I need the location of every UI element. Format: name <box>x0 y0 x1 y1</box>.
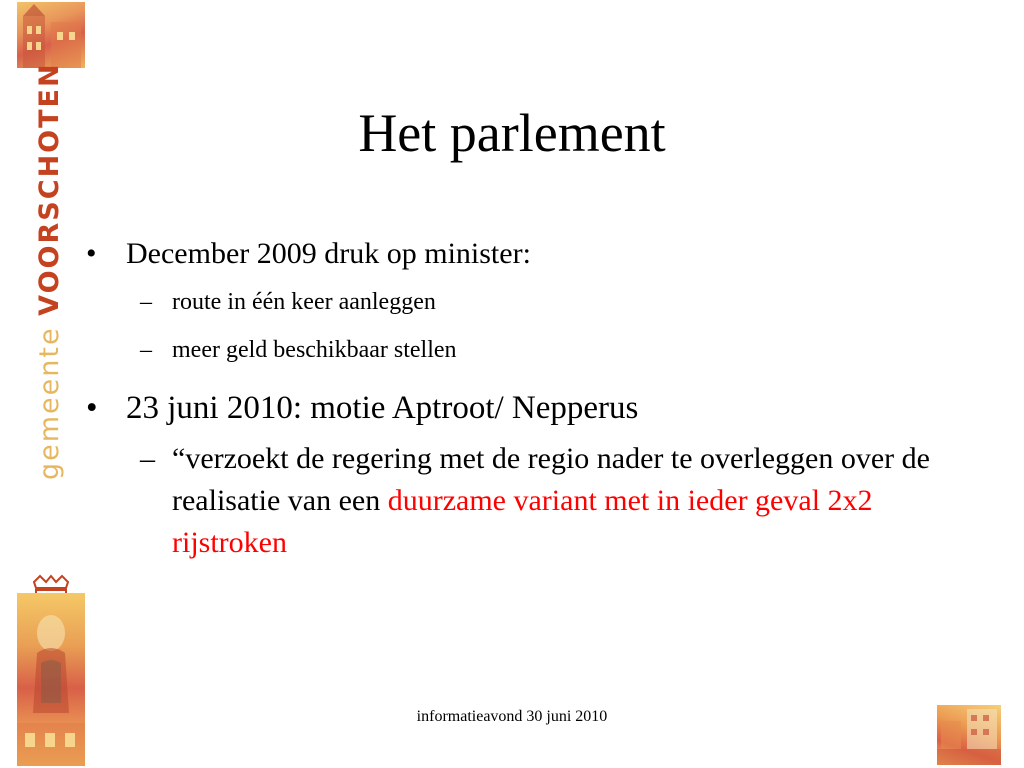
dash-marker: – <box>140 442 155 475</box>
bullet-marker: • <box>86 237 97 270</box>
statue-photo <box>17 593 85 766</box>
dash-marker: – <box>140 337 152 363</box>
building-illustration <box>17 2 85 68</box>
bullet-motie <box>86 388 956 428</box>
sub-bullet-route <box>86 288 956 316</box>
dash-marker: – <box>140 289 152 315</box>
bullet-december-2009 <box>86 236 956 272</box>
brand-name: VOORSCHOTEN <box>34 62 65 316</box>
quote-highlight: duurzame variant met in ieder geval 2x2 rijstroken <box>172 484 873 559</box>
statue-illustration <box>17 593 85 766</box>
sub-bullet-text: meer geld beschikbaar stellen <box>172 337 457 363</box>
brand-prefix: gemeente <box>34 326 65 480</box>
quote-text: “verzoekt de regering met de regio nader te overleggen over de realisatie van een <box>172 442 930 517</box>
bullet-text: December 2009 druk op minister: <box>126 237 531 270</box>
bullet-marker: • <box>86 390 98 426</box>
slide-footer: informatieavond 30 juni 2010 <box>416 708 608 725</box>
slide-body <box>86 232 956 564</box>
bullet-text: 23 juni 2010: motie Aptroot/ Nepperus <box>126 390 639 426</box>
sub-bullet-text: route in één keer aanleggen <box>172 289 436 315</box>
slide-title: Het parlement <box>358 103 666 163</box>
sub-bullet-quote <box>86 438 956 564</box>
sub-bullet-geld <box>86 336 956 364</box>
building-photo-top <box>17 2 85 68</box>
